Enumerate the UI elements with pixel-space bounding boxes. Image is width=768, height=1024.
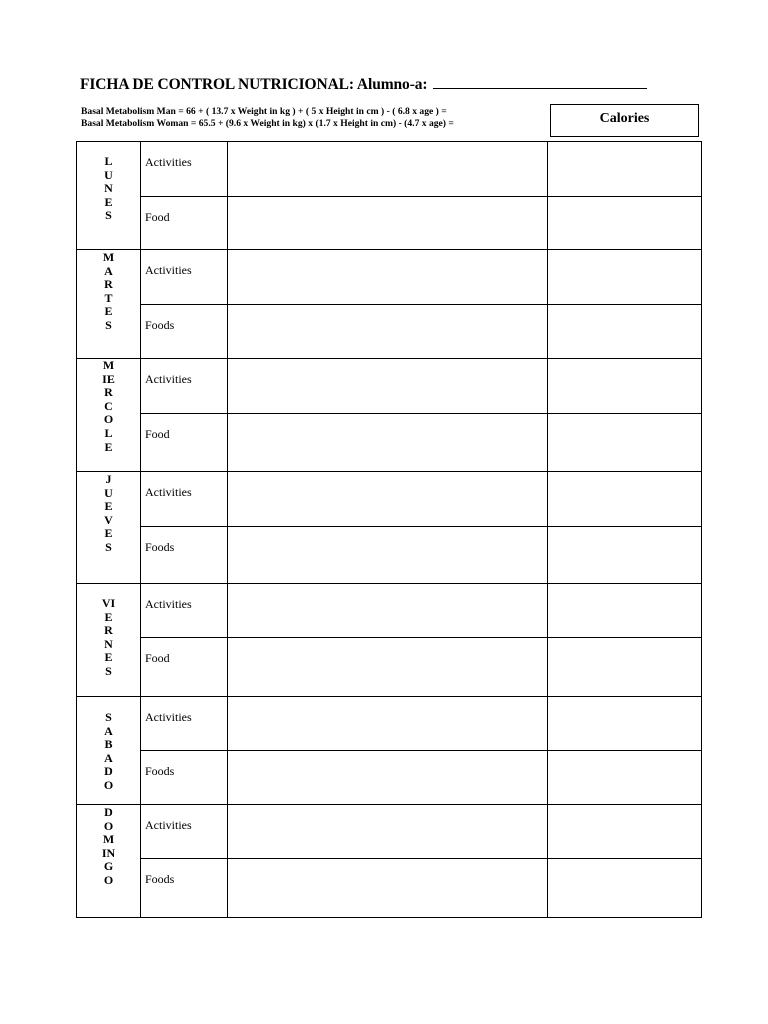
activities-label: Activities [141, 142, 228, 197]
day-name: LUNES [104, 154, 113, 223]
food-entry-cell[interactable] [228, 197, 548, 250]
calories-cell[interactable] [548, 638, 702, 697]
formula-man: Basal Metabolism Man = 66 + ( 13.7 x Weight in kg ) + ( 5 x Height in cm ) - ( 6.8 x age ) = [81, 106, 447, 117]
activities-entry-cell[interactable] [228, 142, 548, 197]
table-row [77, 805, 702, 859]
activities-label: Activities [141, 250, 228, 305]
nutrition-log-table [76, 141, 702, 918]
table-row [77, 142, 702, 197]
calories-cell[interactable] [548, 250, 702, 305]
calories-cell[interactable] [548, 142, 702, 197]
activities-entry-cell[interactable] [228, 805, 548, 859]
page-title [80, 76, 647, 94]
activities-entry-cell[interactable] [228, 584, 548, 638]
activities-entry-cell[interactable] [228, 250, 548, 305]
day-name: JUEVES [104, 472, 113, 554]
day-name: DOMINGO [101, 805, 116, 887]
day-cell-jueves [77, 472, 141, 584]
day-cell-domingo [77, 805, 141, 918]
table-row [77, 197, 702, 250]
table-row [77, 638, 702, 697]
table-row [77, 751, 702, 805]
activities-entry-cell[interactable] [228, 697, 548, 751]
activities-label: Activities [141, 805, 228, 859]
calories-cell[interactable] [548, 584, 702, 638]
table-row [77, 472, 702, 527]
day-name: SABADO [103, 710, 114, 792]
food-entry-cell[interactable] [228, 859, 548, 918]
food-label: Food [141, 197, 228, 250]
day-cell-miercole [77, 359, 141, 472]
table-row [77, 859, 702, 918]
activities-entry-cell[interactable] [228, 472, 548, 527]
calories-cell[interactable] [548, 414, 702, 472]
food-entry-cell[interactable] [228, 414, 548, 472]
table-row [77, 250, 702, 305]
title-text: FICHA DE CONTROL NUTRICIONAL: Alumno-a: [80, 76, 428, 93]
food-label: Foods [141, 305, 228, 359]
calories-cell[interactable] [548, 859, 702, 918]
calories-cell[interactable] [548, 197, 702, 250]
calories-cell[interactable] [548, 472, 702, 527]
food-entry-cell[interactable] [228, 527, 548, 584]
activities-label: Activities [141, 472, 228, 527]
student-name-blank[interactable] [433, 76, 647, 89]
activities-label: Activities [141, 584, 228, 638]
day-name: MARTES [102, 250, 115, 332]
day-cell-lunes [77, 142, 141, 250]
food-label: Foods [141, 527, 228, 584]
activities-label: Activities [141, 697, 228, 751]
food-label: Foods [141, 751, 228, 805]
day-cell-sabado [77, 697, 141, 805]
calories-cell[interactable] [548, 305, 702, 359]
formula-woman: Basal Metabolism Woman = 65.5 + (9.6 x Weight in kg) x (1.7 x Height in cm) - (4.7 x age) = [81, 118, 454, 129]
calories-cell[interactable] [548, 527, 702, 584]
day-cell-viernes [77, 584, 141, 697]
activities-entry-cell[interactable] [228, 359, 548, 414]
activities-label: Activities [141, 359, 228, 414]
table-row [77, 359, 702, 414]
calories-label: Calories [599, 111, 650, 126]
food-label: Food [141, 414, 228, 472]
table-row [77, 527, 702, 584]
table-row [77, 414, 702, 472]
food-entry-cell[interactable] [228, 751, 548, 805]
day-cell-martes [77, 250, 141, 359]
calories-cell[interactable] [548, 805, 702, 859]
calories-cell[interactable] [548, 697, 702, 751]
table-row [77, 305, 702, 359]
calories-cell[interactable] [548, 751, 702, 805]
food-entry-cell[interactable] [228, 638, 548, 697]
food-label: Food [141, 638, 228, 697]
calories-cell[interactable] [548, 359, 702, 414]
table-row [77, 584, 702, 638]
food-label: Foods [141, 859, 228, 918]
food-entry-cell[interactable] [228, 305, 548, 359]
calories-header-box [550, 104, 699, 137]
day-name: VIERNES [101, 596, 116, 678]
day-name: MIERCOLE [102, 358, 115, 454]
table-row [77, 697, 702, 751]
